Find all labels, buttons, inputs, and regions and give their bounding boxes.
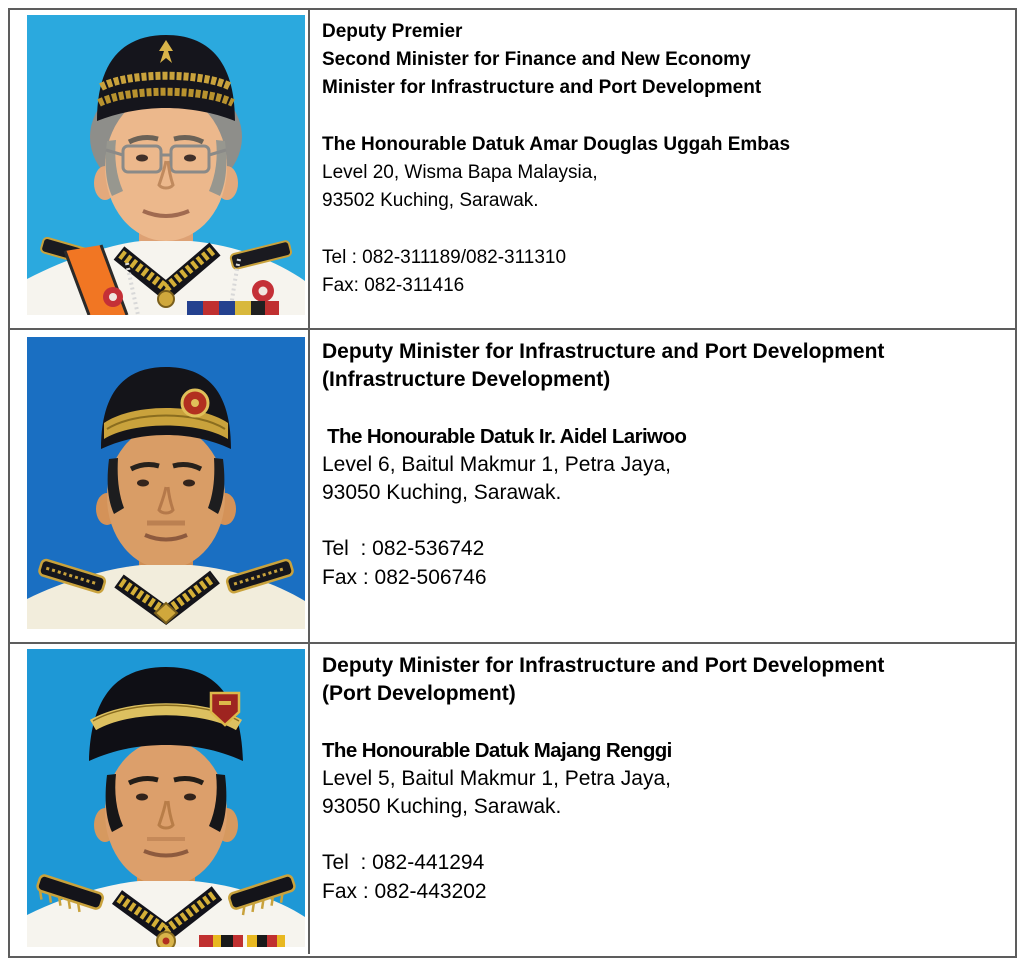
spacer xyxy=(322,507,1003,535)
official-title: Deputy Minister for Infrastructure and Port Development xyxy=(322,654,885,677)
spacer xyxy=(322,103,1003,131)
photo-cell-row3 xyxy=(10,642,310,954)
details-cell-row1 xyxy=(310,10,1015,328)
tel-line: Tel : 082-311189/082-311310 xyxy=(322,246,567,268)
fax-line: Fax : 082-443202 xyxy=(322,879,487,903)
officials-table xyxy=(8,8,1017,958)
official-title: (Port Development) xyxy=(322,682,516,706)
spacer xyxy=(322,394,1003,422)
address-line: Level 20, Wisma Bapa Malaysia, xyxy=(322,162,598,183)
ribbon-bar xyxy=(187,301,279,315)
official-title: Deputy Premier xyxy=(322,21,463,42)
address-line: 93050 Kuching, Sarawak. xyxy=(322,795,562,818)
details-cell-row3 xyxy=(310,642,1015,954)
official-title: Minister for Infrastructure and Port Development xyxy=(322,77,762,99)
address-line: Level 5, Baitul Makmur 1, Petra Jaya, xyxy=(322,766,671,790)
portrait-photo-aidel-lariwoo xyxy=(27,337,305,629)
address-line: Level 6, Baitul Makmur 1, Petra Jaya, xyxy=(322,452,671,476)
official-title: Deputy Minister for Infrastructure and Port Development xyxy=(322,340,885,363)
tel-line: Tel : 082-441294 xyxy=(322,851,485,875)
official-name: The Honourable Datuk Majang Renggi xyxy=(322,738,672,762)
official-title: Second Minister for Finance and New Economy xyxy=(322,49,751,71)
official-name: The Honourable Datuk Amar Douglas Uggah Embas xyxy=(322,133,791,155)
tel-line: Tel : 082-536742 xyxy=(322,537,485,561)
photo-cell-row2 xyxy=(10,328,310,642)
spacer xyxy=(322,708,1003,736)
photo-cell-row1 xyxy=(10,10,310,328)
address-line: 93050 Kuching, Sarawak. xyxy=(322,481,562,504)
address-line: 93502 Kuching, Sarawak. xyxy=(322,190,539,212)
fax-line: Fax: 082-311416 xyxy=(322,274,465,296)
ribbon-bar xyxy=(199,935,285,947)
portrait-photo-douglas-uggah-embas xyxy=(27,15,305,315)
official-name: The Honourable Datuk Ir. Aidel Lariwoo xyxy=(322,424,687,448)
details-cell-row2 xyxy=(310,328,1015,642)
official-title: (Infrastructure Development) xyxy=(322,368,611,392)
spacer xyxy=(322,215,1003,243)
spacer xyxy=(322,821,1003,849)
portrait-photo-majang-renggi xyxy=(27,649,305,947)
fax-line: Fax : 082-506746 xyxy=(322,565,487,589)
